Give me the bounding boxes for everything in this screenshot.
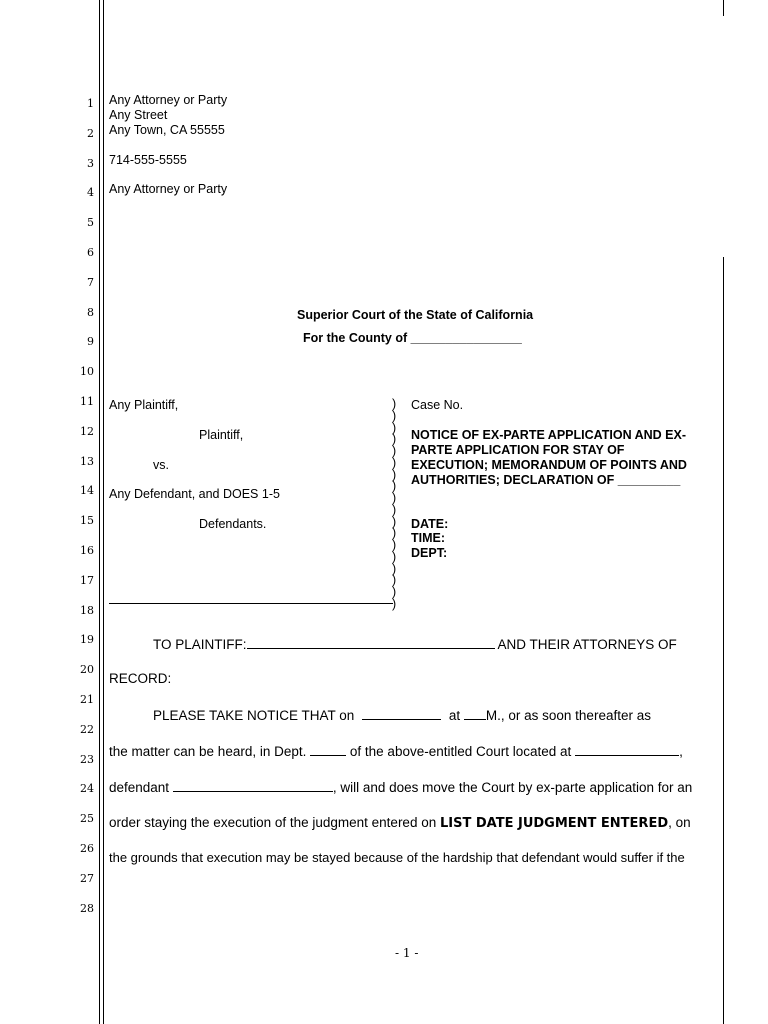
court-county: For the County of ________________ [303,331,522,345]
line-number: 25 [80,812,94,826]
line-number: 1 [87,97,94,110]
line-number: 18 [80,603,94,617]
line-number: 3 [87,156,94,170]
caption-parenthesis: ) [392,573,397,588]
plaintiff-name: Any Plaintiff, [109,398,179,412]
caption-parenthesis: ) [392,596,397,611]
and-attorneys-text: AND THEIR ATTORNEYS OF [497,637,677,652]
line-number: 20 [80,663,94,677]
notice-title-line-4: AUTHORITIES; DECLARATION OF _________ [411,473,681,487]
body-line-22 [109,743,683,759]
caption-parenthesis-column [392,399,400,611]
hearing-time-label: TIME: [411,531,446,545]
case-number-label: Case No. [411,398,464,412]
left-margin-rule-2 [103,0,104,1024]
attorney-city: Any Town, CA 55555 [109,123,225,137]
caption-parenthesis: ) [392,585,397,599]
line-number: 19 [80,633,94,647]
body-line-24 [109,815,691,831]
line-number: 7 [87,275,94,289]
page-number: - 1 - [395,946,419,960]
comma-text: , [679,744,683,759]
caption-parenthesis: ) [392,420,397,435]
line-number: 10 [80,365,94,379]
caption-parenthesis: ) [392,444,397,458]
plaintiff-role: Plaintiff, [199,428,244,442]
line-number: 24 [80,782,94,796]
court-title: Superior Court of the State of California [297,308,534,322]
line-number: 27 [80,871,94,885]
caption-parenthesis: ) [392,514,397,529]
line-number: 8 [87,305,94,319]
caption-parenthesis: ) [392,455,397,470]
caption-bottom-rule [109,603,393,604]
line-number: 28 [80,901,94,915]
line-number: 26 [80,842,94,855]
to-plaintiff-label: TO PLAINTIFF: [153,637,247,652]
line-number: 21 [80,693,94,706]
heard-dept-text: the matter can be heard, in Dept. [109,744,307,759]
caption-parenthesis: ) [392,479,397,494]
body-line-20: RECORD: [109,671,172,686]
at-text: at [448,708,461,723]
above-court-text: of the above-entitled Court located at [349,744,572,759]
caption-parenthesis: ) [392,467,397,482]
line-number: 12 [80,424,94,438]
body-line-23 [109,779,692,795]
defendant-name-blank [173,779,333,792]
line-number: 22 [80,722,94,736]
caption-parenthesis: ) [392,502,397,517]
caption-parenthesis: ) [392,538,397,552]
line-number: 2 [87,126,94,140]
line-number: 23 [80,752,94,766]
caption-parenthesis: ) [392,432,397,447]
dept-blank [310,743,346,756]
line-number: 16 [80,544,94,557]
caption-parenthesis: ) [392,491,397,505]
body-line-21 [153,707,651,723]
hearing-date-label: DATE: [411,517,449,531]
defendant-name: Any Defendant, and DOES 1-5 [109,487,280,501]
m-soon-text: M., or as soon thereafter as [485,708,651,723]
on-text: , on [668,815,691,830]
line-number: 15 [80,514,94,528]
versus-label: vs. [153,458,169,472]
line-number: 9 [87,335,94,349]
list-date-judgment-text: LIST DATE JUDGMENT ENTERED [439,816,669,831]
order-staying-text: order staying the execution of the judgment entered on [109,815,437,830]
hearing-date-blank [362,707,441,720]
left-margin-rule-1 [99,0,100,1024]
right-margin-rule-lower [723,257,724,1024]
attorney-for: Any Attorney or Party [109,182,228,196]
notice-title-line-1: NOTICE OF EX-PARTE APPLICATION AND EX- [411,428,687,442]
notice-title [411,428,701,488]
line-number: 11 [80,395,94,408]
take-notice-text: PLEASE TAKE NOTICE THAT on [153,708,355,723]
body-line-19 [153,636,677,652]
line-number: 17 [80,573,94,587]
line-number: 13 [80,454,94,468]
attorney-street: Any Street [109,108,168,122]
line-number: 14 [80,484,94,498]
caption-parenthesis: ) [392,408,397,423]
caption-parenthesis: ) [392,549,397,564]
caption-parenthesis: ) [392,526,397,541]
line-number: 6 [87,246,94,259]
right-margin-rule [723,0,724,16]
plaintiff-blank [247,636,495,649]
line-number: 4 [87,186,94,200]
caption-parenthesis: ) [392,561,397,576]
will-move-text: , will and does move the Court by ex-parte application for an [332,780,693,795]
body-line-25: the grounds that execution may be stayed because of the hardship that defendant would suffer if the [109,850,685,865]
hearing-dept-label: DEPT: [411,546,448,560]
defendant-text: defendant [109,780,170,795]
line-number: 5 [87,216,94,230]
caption-parenthesis: ) [392,397,397,411]
attorney-phone: 714-555-5555 [109,153,187,167]
notice-title-line-3: EXECUTION; MEMORANDUM OF POINTS AND [411,458,687,472]
hearing-time-blank [464,707,486,720]
notice-title-line-2: PARTE APPLICATION FOR STAY OF [411,443,625,457]
attorney-name: Any Attorney or Party [109,93,228,107]
court-location-blank [575,743,679,756]
defendant-role: Defendants. [199,517,267,531]
